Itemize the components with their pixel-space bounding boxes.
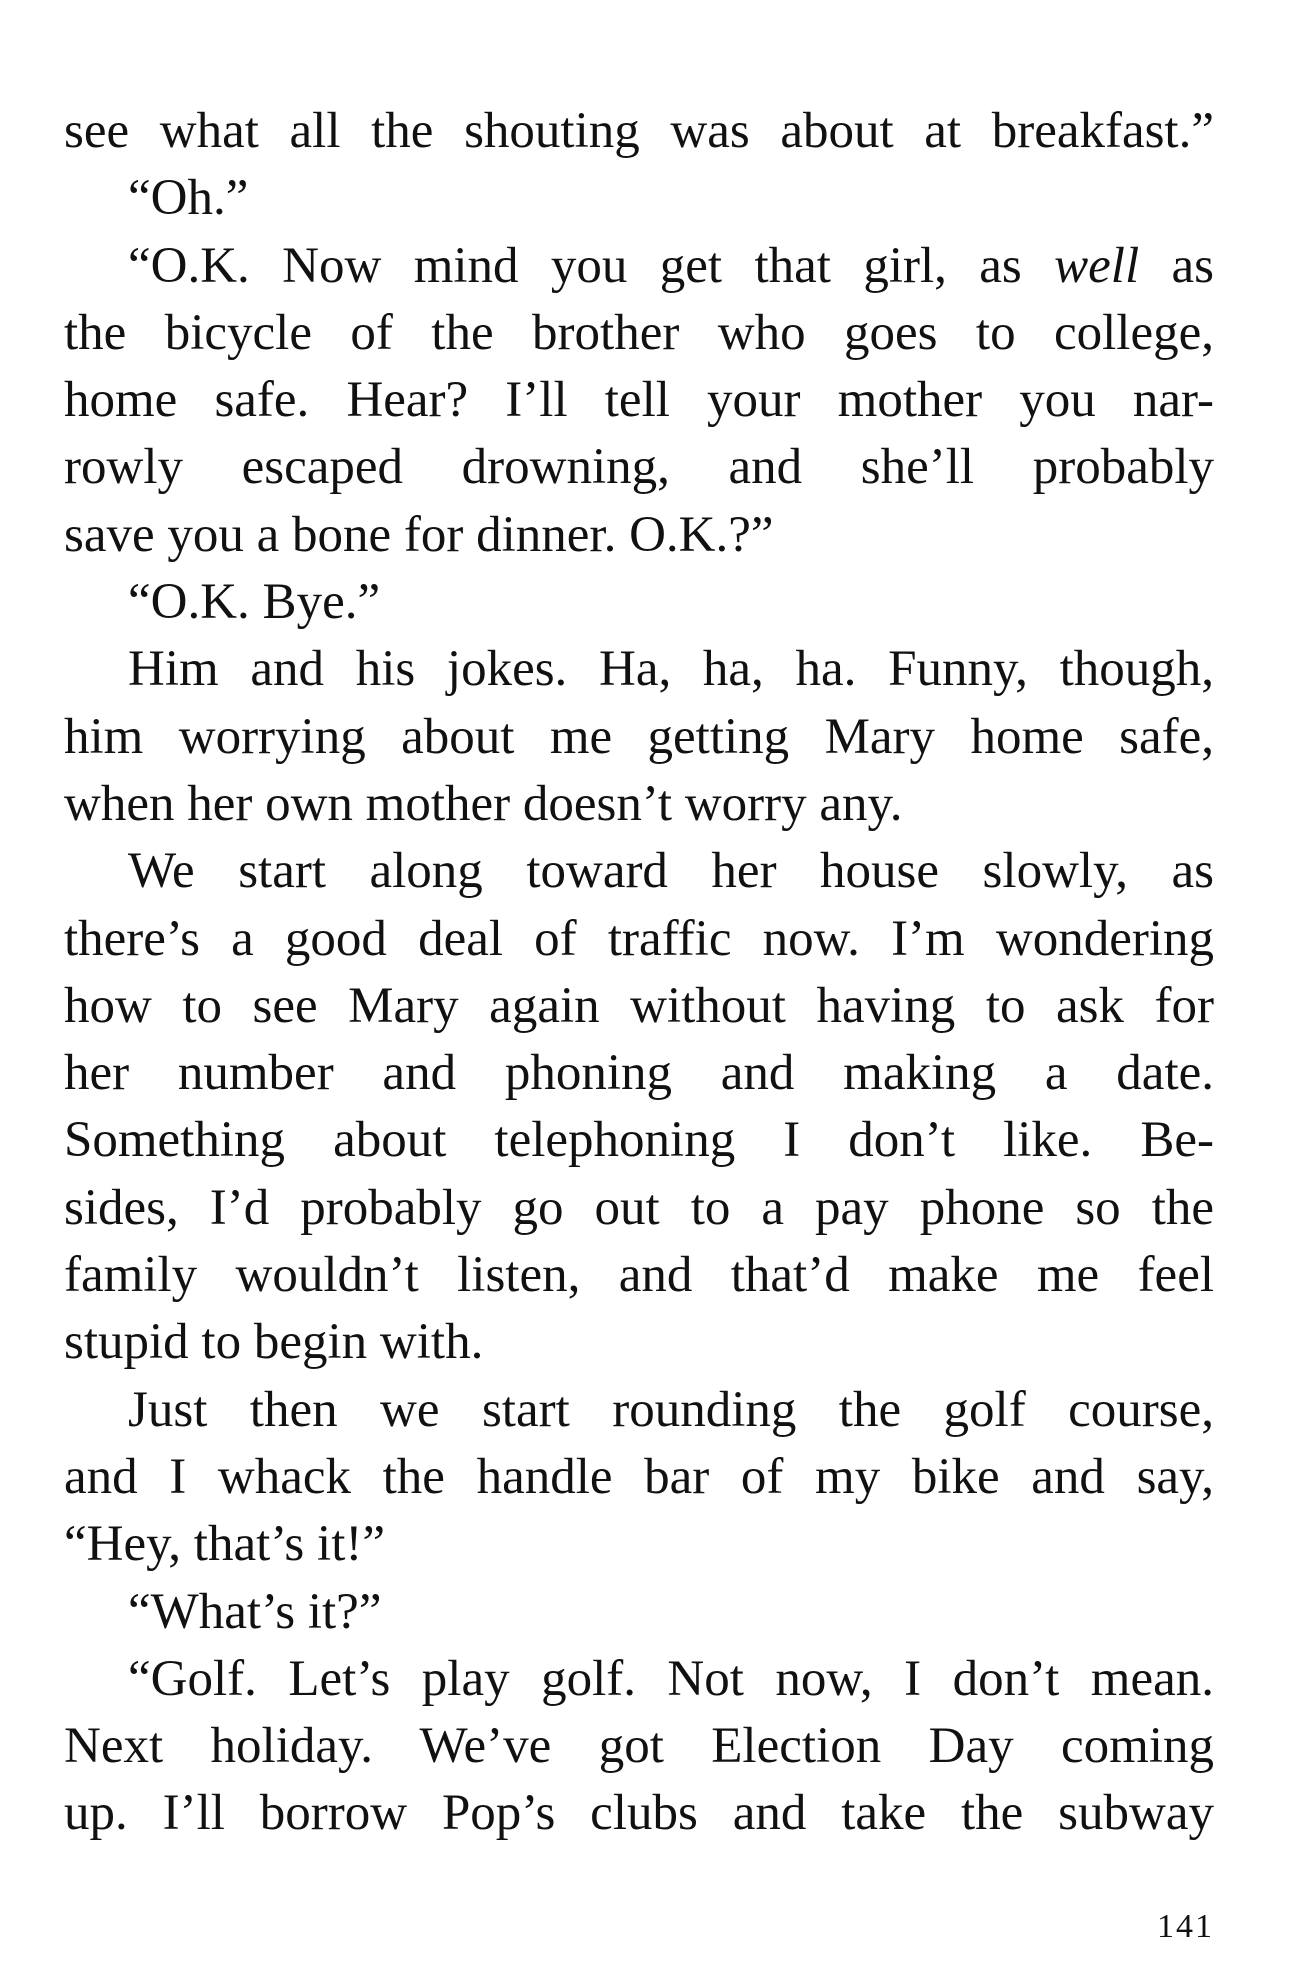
text-line: home safe. Hear? I’ll tell your mother you nar- (64, 372, 1214, 429)
text-line: “O.K. Bye.” (128, 574, 381, 631)
text-line: “Golf. Let’s play golf. Not now, I don’t mean. (128, 1650, 1214, 1707)
text-line: “Hey, that’s it!” (64, 1516, 385, 1573)
text-line: family wouldn’t listen, and that’d make me feel (64, 1247, 1214, 1304)
text-line: save you a bone for dinner. O.K.?” (64, 506, 774, 563)
text-line: “What’s it?” (128, 1583, 382, 1640)
text-segment: as (1139, 237, 1214, 294)
text-line: We start along toward her house slowly, as (128, 843, 1214, 900)
text-line: Him and his jokes. Ha, ha, ha. Funny, though, (128, 641, 1214, 698)
text-line: stupid to begin with. (64, 1314, 484, 1371)
emphasized-word: well (1054, 237, 1140, 294)
text-line: and I whack the handle bar of my bike and say, (64, 1448, 1214, 1505)
text-segment: “O.K. Now mind you get that girl, as (128, 237, 1055, 294)
text-line: Next holiday. We’ve got Election Day coming (64, 1718, 1214, 1775)
text-line: Just then we start rounding the golf course, (128, 1381, 1214, 1438)
text-line: how to see Mary again without having to ask for (64, 977, 1214, 1034)
text-line: the bicycle of the brother who goes to college, (64, 304, 1214, 361)
text-line: her number and phoning and making a date. (64, 1045, 1214, 1102)
page-number: 141 (1157, 1908, 1214, 1945)
text-line: there’s a good deal of traffic now. I’m wondering (64, 910, 1214, 967)
text-line: Something about telephoning I don’t like. Be- (64, 1112, 1214, 1169)
text-line: “Oh.” (128, 170, 249, 227)
text-line: when her own mother doesn’t worry any. (64, 775, 903, 832)
text-line: see what all the shouting was about at breakfast.” (64, 103, 1214, 159)
text-line: him worrying about me getting Mary home safe, (64, 708, 1214, 765)
text-line (64, 233, 1214, 300)
body-text (64, 98, 1214, 1848)
text-line: rowly escaped drowning, and she’ll probably (64, 439, 1214, 496)
text-line: sides, I’d probably go out to a pay phone so the (64, 1179, 1214, 1236)
text-line: up. I’ll borrow Pop’s clubs and take the subway (64, 1785, 1214, 1842)
